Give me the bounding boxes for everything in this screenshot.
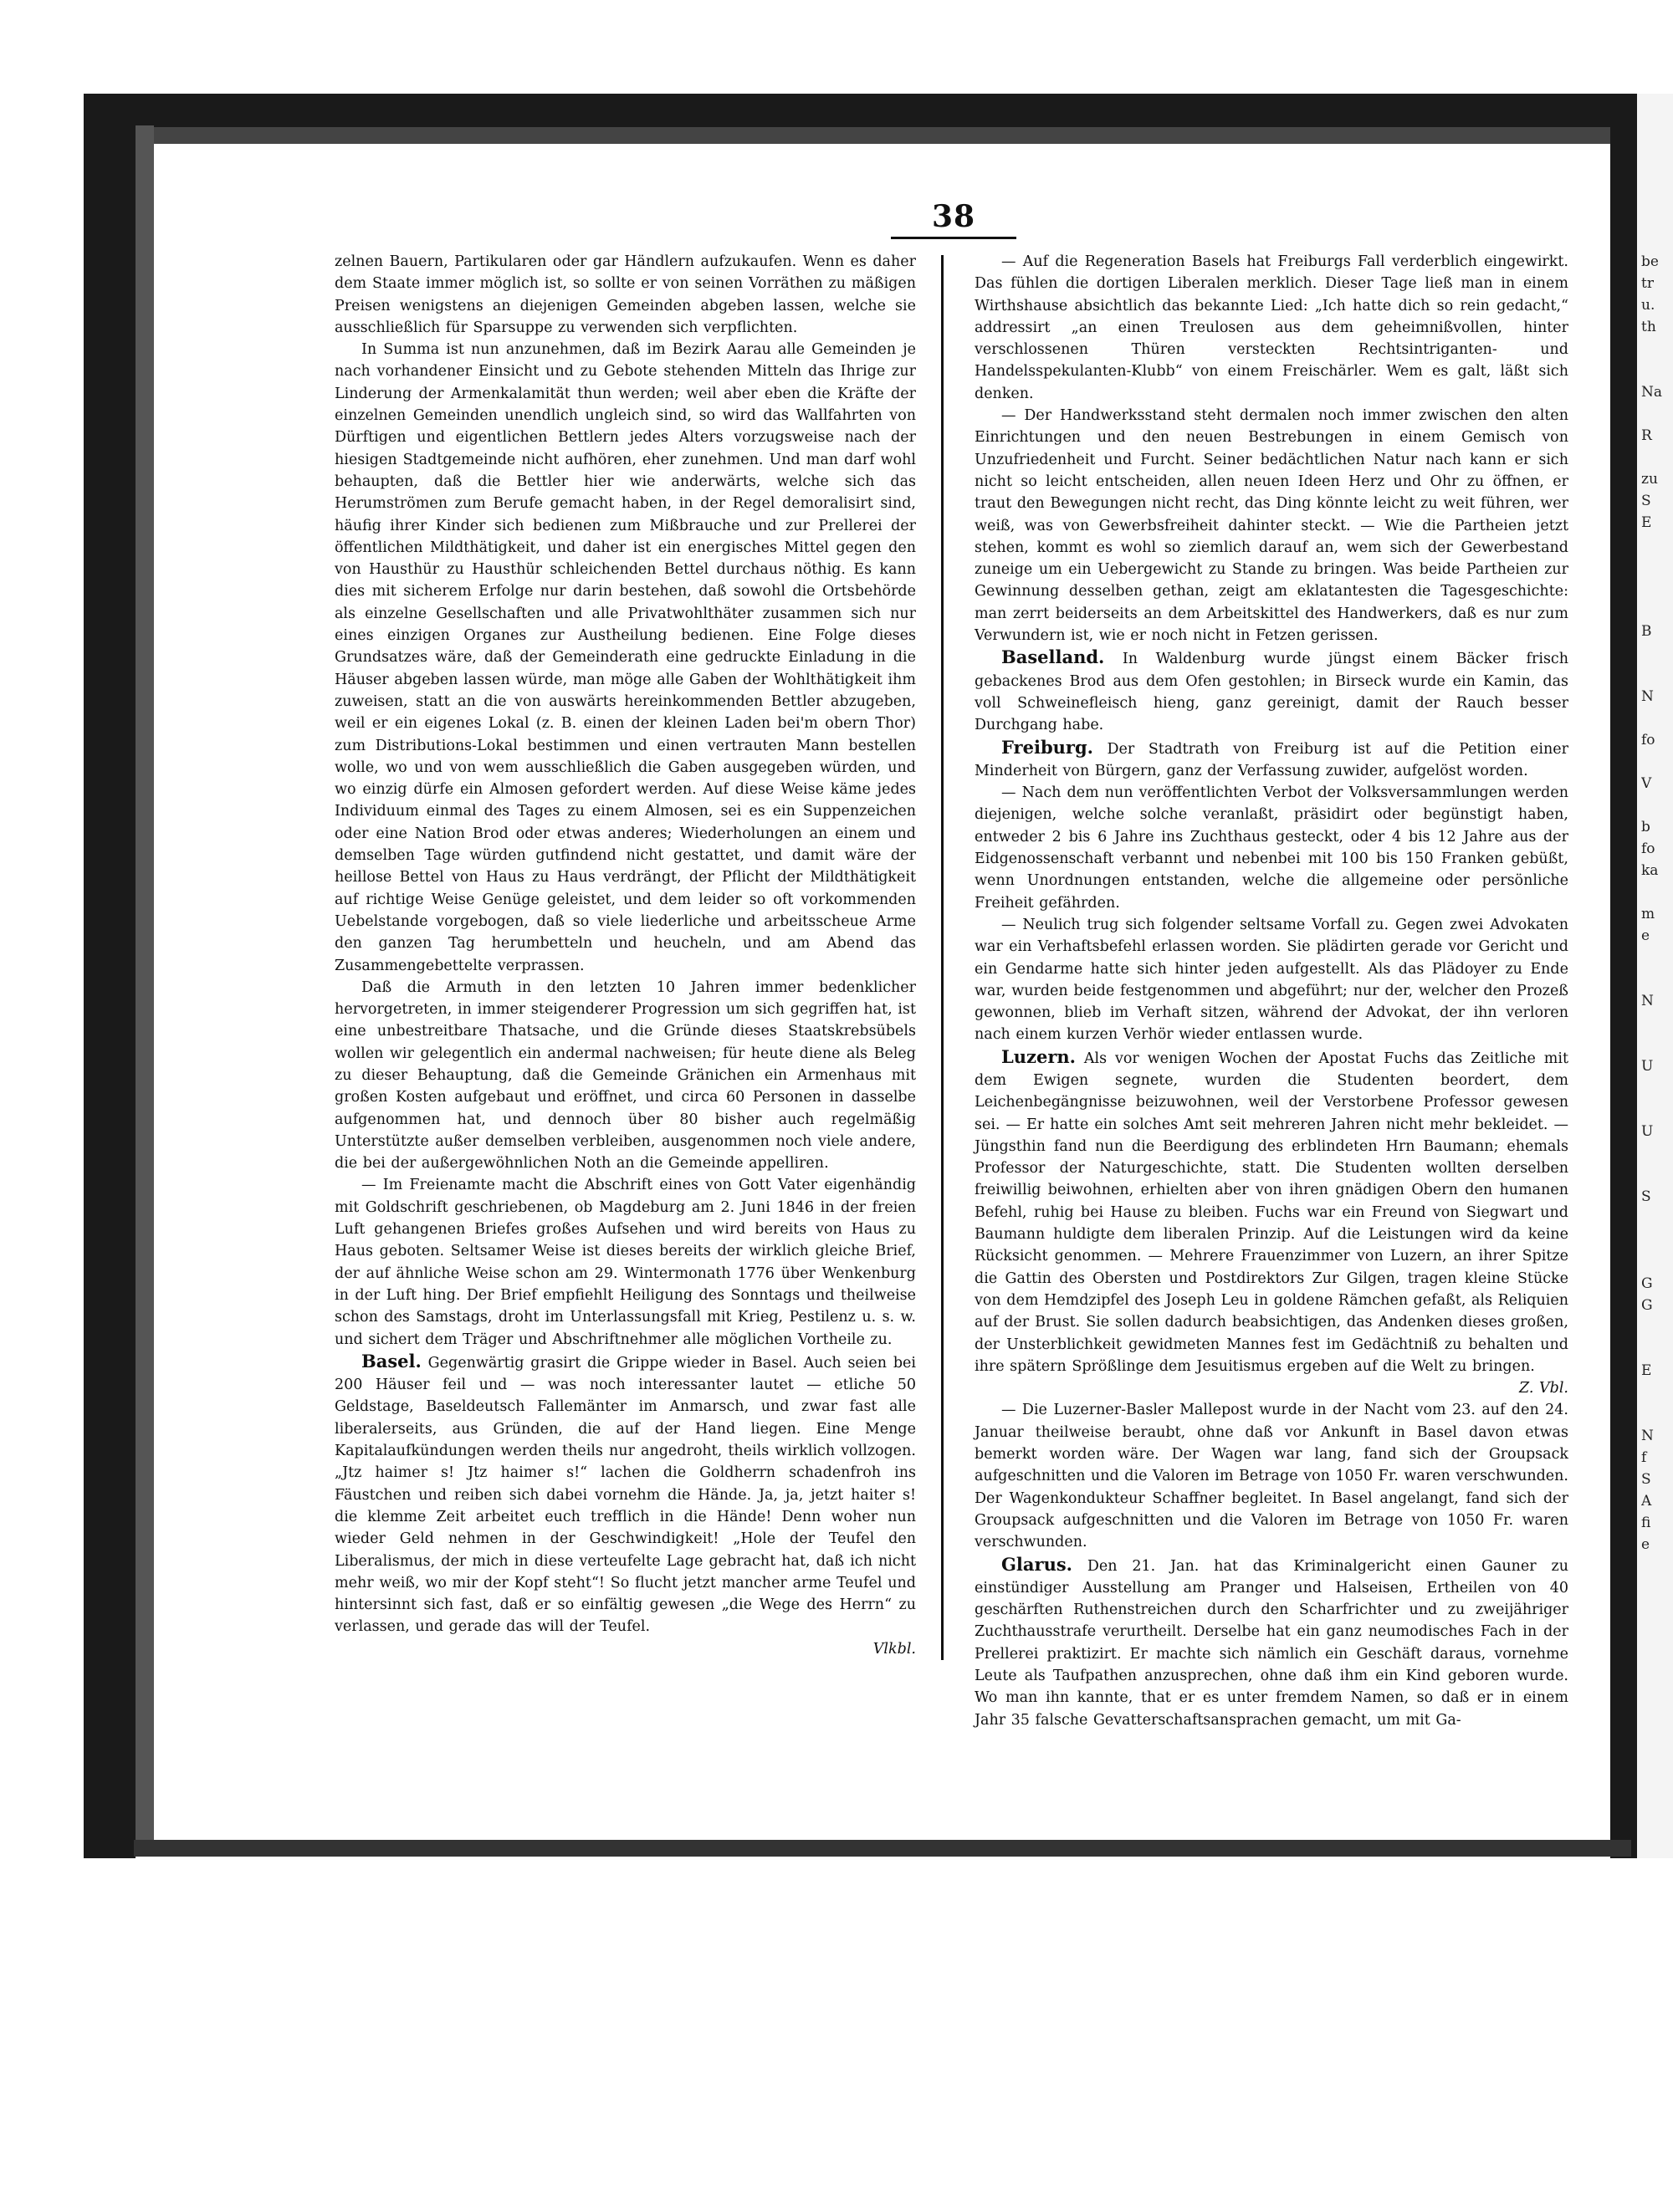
margin-fragment-line: [1641, 1142, 1673, 1164]
margin-fragment-line: N: [1641, 1428, 1654, 1444]
source-signature: Vlkbl.: [872, 1640, 916, 1658]
margin-fragment-line: [1641, 794, 1673, 816]
scan-shadow-left: [136, 125, 154, 1857]
margin-fragment-line: e: [1641, 1536, 1650, 1553]
margin-fragment-line: b: [1641, 819, 1650, 835]
margin-fragment-line: [1641, 1382, 1673, 1403]
article-paragraph: In Summa ist nun anzunehmen, daß im Bezirk Aarau alle Gemeinden je nach vorhandener Einsicht und zu Gebote stehenden Mitteln das Ihrige zur Linderung der Armenkalamität thun werden; weil aber eben die Kräfte der einzelnen Gemeinden unendlich ungleich sind, so wird das Wallfahrten von Dürftigen und eigentlichen Bettlern jedes Alters vorzugsweise nach der hiesigen Stadtgemeinde nicht aufhören, eher zunehmen. Und man darf wohl behaupten, daß die Bettler hier wie anderwärts, welche sich das Herumströmen zum Berufe gemacht haben, in der Regel demoralisirt sind, häufig ihrer Kinder sich bedienen zum Mißbrauche und zur Prellerei der öffentlichen Mildthätigkeit, und daher ist ein energisches Mittel gegen den von Hausthür zu Hausthür schleichenden Bettel durchaus nöthig. Es kann dies mit sicherem Erfolge nur darin bestehen, daß sowohl die Ortsbehörde als einzelne Gesellschaften und alle Privatwohlthäter zusammen sich nur eines einzigen Organes zur Austheilung bedienen. Eine Folge dieses Grundsatzes wäre, daß der Gemeinderath eine gedruckte Einladung in die Häuser abgeben lassen würde, man möge alle Gaben der Wohlthätigkeit ihm zuweisen, statt an die von auswärts hereinkommenden Bettler abzugeben, weil er ein eigenes Lokal (z. B. einen der kleinen Laden bei'm obern Thor) zum Distributions-Lokal bestimmen und einen vertrauten Mann bestellen wolle, wo und von wem ausschließlich die Gaben ausgegeben würden, und wo einzig dürfe ein Almosen gefordert werden. Auf diese Weise käme jedes Individuum einmal des Tages zu einem Almosen, sei es ein Suppenzeichen oder eine Nation Brod oder etwas anderes; Wiederholungen an einem und demselben Tage würden gutfindend nicht gestattet, und damit wäre der heillose Bettel von Haus zu Haus verdrängt, der Pflicht der Mildthätigkeit auf richtige Weise Genüge geleistet, und dem leider so oft vorkommenden Uebelstande vorgebogen, daß so viele liederliche und arbeitsscheue Arme den ganzen Tag herumbetteln und heucheln, und am Abend das Zusammengebettelte verprassen.: [335, 341, 916, 974]
right-column: [975, 251, 1568, 1731]
margin-fragment-line: [1641, 751, 1673, 773]
margin-fragment-line: [1641, 1403, 1673, 1425]
article-paragraph: zelnen Bauern, Partikularen oder gar Händlern aufzukaufen. Wenn es daher dem Staate immer möglich ist, so sollte er von seinen Vorräthen zu mäßigen Preisen wenigstens an diejenigen Gemeinden abgeben lassen, welche sie ausschließlich für Sparsuppe zu verwenden sich verpflichten.: [335, 253, 916, 336]
margin-fragment-line: R: [1641, 427, 1652, 444]
place-entry: [335, 1351, 916, 1638]
place-heading: Glarus.: [1001, 1553, 1072, 1575]
margin-fragment-line: E: [1641, 1362, 1652, 1379]
article-paragraph: — Auf die Regeneration Basels hat Freiburgs Fall verderblich eingewirkt. Das fühlen die dortigen Liberalen merklich. Dieser Tage ließ man in einem Wirthshause absichtlich das bekannte Lied: „Ich hatte dich so rein gedacht,“ addressirt „an einen Treulosen aus dem geheimnißvollen, hinter verschlossenen Thüren versteckten Rechtsintriganten- und Handelsspekulanten-Klubb“ von einem Freischärler. Wem es galt, läßt sich denken.: [975, 253, 1568, 402]
left-column: [335, 251, 916, 1660]
scan-border-right: [1610, 94, 1637, 1858]
scan-border-bottom: [134, 1840, 1631, 1857]
column-divider: [941, 255, 944, 1660]
article-paragraph: — Neulich trug sich folgender seltsame Vorfall zu. Gegen zwei Advokaten war ein Verhaftsbefehl erlassen worden. Sie plädirten gerade vor Gericht und ein Gendarme hatte sich hinter jeden aufgestellt. Als das Plädoyer zu Ende war, wurden beide festgenommen und abgeführt; nur der, welcher den Prozeß gewonnen, blieb im Verhaft sitzen, während der Advokat, der ihn verloren nach einem kurzen Verhör wieder entlassen wurde.: [975, 916, 1568, 1044]
margin-fragment-line: V: [1641, 775, 1652, 792]
margin-fragment-line: [1641, 1251, 1673, 1273]
place-heading: Luzern.: [1001, 1045, 1076, 1067]
article-paragraph: — Im Freienamte macht die Abschrift eines von Gott Vater eigenhändig mit Goldschrift geschriebenen, ob Magdeburg am 2. Juni 1846 in der freien Luft gehangenen Briefes großes Aufsehen und wird bereits von Haus zu Haus geboten. Seltsamer Weise ist dieses bereits der wirklich gleiche Brief, der auf ähnliche Weise schon am 29. Wintermonath 1776 über Wenkenburg in der Luft hing. Der Brief empfiehlt Heiligung des Sonntags und theilweise schon des Samstags, droht im Unterlassungsfall mit Krieg, Pestilenz u. s. w. und sichert dem Träger und Abschriftnehmer alle möglichen Vortheile zu.: [335, 1177, 916, 1348]
margin-fragment-line: B: [1641, 623, 1652, 640]
margin-fragment-line: fo: [1641, 840, 1655, 857]
scan-border-top: [84, 94, 1673, 127]
margin-fragment-line: tr: [1641, 275, 1654, 292]
margin-fragment-line: [1641, 1077, 1673, 1099]
margin-fragment-line: [1641, 1338, 1673, 1360]
scan-border-left: [84, 94, 136, 1858]
margin-fragment-line: [1641, 1208, 1673, 1229]
margin-fragment-line: [1641, 403, 1673, 425]
place-heading: Basel.: [361, 1350, 422, 1372]
margin-fragment-line: [1641, 881, 1673, 903]
source-signature: Z. Vbl.: [1519, 1380, 1568, 1397]
place-entry: [975, 1046, 1568, 1377]
margin-fragment-line: [1641, 947, 1673, 968]
margin-fragment-line: G: [1641, 1275, 1653, 1292]
article-paragraph: Daß die Armuth in den letzten 10 Jahren immer bedenklicher hervorgetreten, in immer steigenderer Progression um sich gegriffen hat, ist eine unbestreitbare Thatsache, und die Gründe dieses Staatskrebsübels wollen wir gelegentlich ein andermal nachweisen; für heute diene als Beleg zu dieser Behauptung, daß die Gemeinde Gränichen ein Armenhaus mit großen Kosten aufgebaut und eröffnet, und circa 60 Personen in dasselbe aufgenommen hat, und dennoch über 80 bisher auch regelmäßig Unterstützte außer demselben verbleiben, ausgenommen noch viele andere, die bei der außergewöhnlichen Noth an die Gemeinde appelliren.: [335, 978, 916, 1172]
place-entry-text: In Waldenburg wurde jüngst einem Bäcker frisch gebackenes Brod aus dem Ofen gestohlen; in Birseck wurde ein Kamin, das voll Schweinefleisch hieng, ganz gereinigt, damit der Rauch besser Durchgang habe.: [975, 651, 1568, 734]
page-number: 38: [908, 199, 1000, 234]
margin-fragment-line: u.: [1641, 297, 1655, 314]
margin-fragment-line: th: [1641, 319, 1656, 335]
margin-fragment-line: Na: [1641, 384, 1663, 401]
margin-fragment-line: G: [1641, 1297, 1653, 1314]
margin-fragment-line: N: [1641, 993, 1654, 1009]
margin-fragment-line: U: [1641, 1123, 1654, 1140]
margin-fragment-line: fo: [1641, 732, 1655, 748]
margin-fragment-line: [1641, 1012, 1673, 1034]
margin-fragment-line: [1641, 555, 1673, 577]
margin-fragment-line: [1641, 1229, 1673, 1251]
margin-fragment-line: [1641, 1164, 1673, 1186]
margin-fragment-line: [1641, 1034, 1673, 1055]
place-entry-text: Den 21. Jan. hat das Kriminalgericht einen Gauner zu einstündiger Ausstellung am Pranger und Halseisen, Ertheilen von 40 geschärften Ruthenstreichen durch den Scharfrichter und zu zweijähriger Zuchthausstrafe verurtheilt. Derselbe hat ein ganz neumodisches Fach in der Prellerei praktizirt. Er machte sich nämlich ein Geschäft daraus, vornehme Leute als Taufpathen anzusprechen, ohne daß ihm ein Kind geboren wurde. Wo man ihn kannte, that er es unter fremdem Namen, so daß er in einem Jahr 35 falsche Gevatterschaftsansprachen gemacht, um mit Ga-: [975, 1557, 1568, 1729]
place-entry: [975, 1554, 1568, 1731]
place-heading: Baselland.: [1001, 646, 1105, 668]
margin-fragment-line: S: [1641, 1188, 1651, 1205]
margin-fragment-line: fi: [1641, 1515, 1651, 1531]
margin-fragment-line: U: [1641, 1058, 1654, 1075]
place-entry-text: Gegenwärtig grasirt die Grippe wieder in Basel. Auch seien bei 200 Häuser feil und — was noch interessanter lautet — etliche 50 Geldstage, Baseldeutsch Fallemänter im Anmarsch, und zwar fast alle liberalerseits, aus Gründen, die auf der Hand liegen. Eine Menge Kapitalaufkündungen werden theils nur angedroht, theils wirklich vollzogen. „Jtz haimer s! Jtz haimer s!“ lachen die Goldherrn schadenfroh ins Fäustchen und reiben sich dabei vornehm die Hände. Ja, ja, jetzt haiter s! die klemme Zeit arbeitet euch trefflich in die Hände! Denn woher nun wieder Geld nehmen in der Geschwindigkeit! „Hole der Teufel den Liberalismus, der mich in diese verteufelte Lage gebracht hat, daß ich nicht mehr weiß, wo mir der Kopf steht“! So flucht jetzt mancher arme Teufel und hintersinnt sich fast, daß er so einfältig gewesen „die Wege des Herrn“ zu verlassen, und gerade das will der Teufel.: [335, 1354, 916, 1636]
margin-fragment-line: [1641, 577, 1673, 599]
margin-fragment-line: m: [1641, 906, 1655, 922]
margin-fragment-line: [1641, 534, 1673, 555]
margin-fragment-line: [1641, 968, 1673, 990]
place-entry-text: Als vor wenigen Wochen der Apostat Fuchs das Zeitliche mit dem Ewigen segnete, wurden die Studenten beordert, dem Leichenbegängnisse beizuwohnen, weil der Verstorbene Professor gewesen sei. — Er hatte ein solches Amt seit mehreren Jahren nicht mehr bekleidet. — Jüngsthin fand nun die Beerdigung des erblindeten Hrn Baumann; ehemals Professor der Naturgeschichte, statt. Die Studenten wollten derselben freiwillig beiwohnen, erhielten aber von ihren gnädigen Obern den humanen Befehl, ruhig bei Hause zu bleiben. Fuchs war ein Freund von Siegwart und Baumann huldigte dem liberalen Prinzip. Auf die Leistungen wird da keine Rücksicht genommen. — Mehrere Frauenzimmer von Luzern, an ihrer Spitze die Gattin des Obersten und Postdirektors Zur Gilgen, tragen kleine Stücke von dem Hemdzipfel des Joseph Leu in goldene Rämchen gefaßt, als Reliquien auf der Brust. Sie sollen dadurch beabsichtigen, das Andenken dieses großen, der Unsterblichkeit gewidmeten Mannes fest im Gedächtniß zu behalten und ihre spätern Sprößlinge dem Jesuitismus ergeben auf die Welt zu bringen.: [975, 1050, 1568, 1375]
place-entry: [975, 646, 1568, 736]
place-entry-text: Der Stadtrath von Freiburg ist auf die Petition einer Minderheit von Bürgern, ganz der Verfassung zuwider, aufgelöst worden.: [975, 740, 1568, 779]
margin-fragment-line: zu: [1641, 471, 1658, 488]
article-paragraph: — Nach dem nun veröffentlichten Verbot der Volksversammlungen werden diejenigen, welche solche veranlaßt, präsidirt oder begünstigt haben, entweder 2 bis 6 Jahre ins Zuchthaus gesteckt, oder 4 bis 12 Jahre aus der Eidgenossenschaft verbannt und nebenbei mit 100 bis 150 Franken gebüßt, wenn Unordnungen entstanden, welche die allgemeine oder persönliche Freiheit gefährden.: [975, 784, 1568, 912]
article-paragraph: — Der Handwerksstand steht dermalen noch immer zwischen den alten Einrichtungen und den neuen Bestrebungen in einem Gemisch von Unzufriedenheit und Furcht. Seiner bedächtlichen Natur nach kann er sich nicht so leicht entscheiden, allen neuen Ideen Herz und Ohr zu öffnen, er traut den Bewegungen nicht recht, das Ding könnte leicht zu weit führen, wer weiß, was von Gewerbsfreiheit dahinter steckt. — Wie die Partheien jetzt stehen, kommt es wohl so ziemlich darauf an, wem sich der Gewerbestand zuneige um ein Uebergewicht zu Stande zu bringen. Was beide Partheien zur Gewinnung desselben gethan, zeigt am eklatantesten die Tagesgeschichte: man zerrt beiderseits an dem Arbeitskittel des Handwerkers, daß es nur zum Verwundern ist, wie er noch nicht in Fetzen gerissen.: [975, 407, 1568, 645]
margin-fragment-line: [1641, 447, 1673, 468]
article-paragraph: — Die Luzerner-Basler Mallepost wurde in der Nacht vom 23. auf den 24. Januar theilweise beraubt, ohne daß vor Ankunft in Basel davon etwas bemerkt worden wäre. Der Wagen war lang, fand sich der Groupsack aufgeschnitten und die Valoren im Betrage von 1050 Fr. waren verschwunden. Der Wagenkondukteur Schaffner begleitet. In Basel angelangt, fand sich der Groupsack aufgeschnitten und die Valoren im Betrage von 1050 Fr. waren verschwunden.: [975, 1402, 1568, 1551]
scan-shadow-top: [151, 127, 1614, 144]
margin-fragment-line: ka: [1641, 862, 1659, 879]
margin-fragment-line: [1641, 599, 1673, 621]
margin-fragment-line: [1641, 1099, 1673, 1121]
margin-fragment-line: be: [1641, 253, 1659, 270]
margin-fragment-line: A: [1641, 1493, 1652, 1510]
margin-fragment-line: E: [1641, 514, 1652, 531]
margin-fragment-line: e: [1641, 927, 1650, 944]
place-entry: [975, 737, 1568, 783]
margin-fragment-line: [1641, 642, 1673, 664]
margin-fragment-line: [1641, 338, 1673, 360]
margin-fragment-line: [1641, 708, 1673, 729]
place-heading: Freiburg.: [1001, 736, 1093, 758]
margin-fragment-line: S: [1641, 493, 1651, 509]
adjacent-page-text-fragments: [1641, 251, 1673, 1556]
margin-fragment-line: [1641, 360, 1673, 381]
margin-fragment-line: S: [1641, 1471, 1651, 1488]
margin-fragment-line: [1641, 664, 1673, 686]
margin-fragment-line: f: [1641, 1449, 1647, 1466]
margin-fragment-line: N: [1641, 688, 1654, 705]
margin-fragment-line: [1641, 1316, 1673, 1338]
